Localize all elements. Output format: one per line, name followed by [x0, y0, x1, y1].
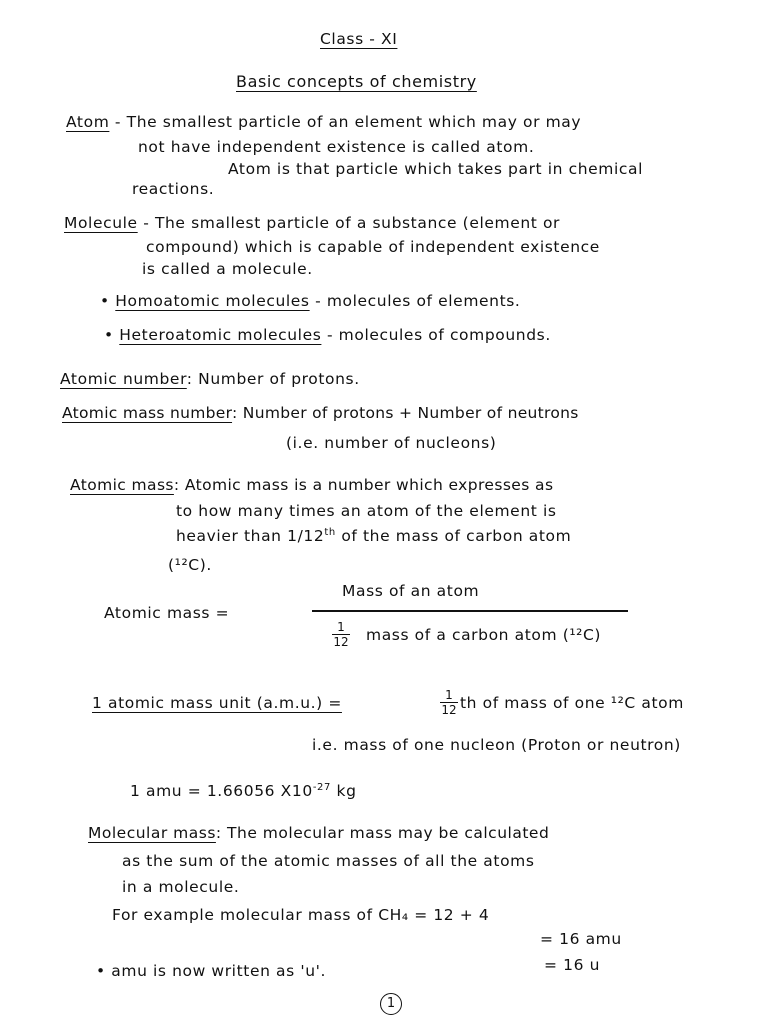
atomic-mass-line2: to how many times an atom of the element is: [176, 502, 557, 520]
heteroatomic-term: Heteroatomic molecules: [119, 326, 322, 344]
atomic-mass-line4: (¹²C).: [168, 556, 212, 574]
amu-note: • amu is now written as 'u'.: [96, 962, 327, 980]
molecule-definition-line3: is called a molecule.: [142, 260, 313, 278]
atomic-mass-term: Atomic mass: [70, 476, 174, 494]
amu-frac-den: 12: [441, 703, 457, 717]
molecular-mass-def: : The molecular mass may be calculated: [215, 824, 550, 842]
den-frac-den: 12: [333, 635, 349, 649]
atomic-number-def: : Number of protons.: [186, 370, 360, 388]
molecular-mass-step3: = 16 u: [544, 956, 600, 974]
atomic-mass-den-fraction: [332, 620, 350, 649]
atomic-mass-formula-lhs: Atomic mass =: [104, 604, 230, 622]
homoatomic-term: Homoatomic molecules: [115, 292, 310, 310]
molecular-mass-line1: [88, 824, 549, 842]
molecule-definition-line1: [64, 214, 560, 232]
homoatomic-line: • Homoatomic molecules - molecules of elements.: [100, 292, 521, 310]
atomic-mass-def: : Atomic mass is a number which expresses as: [173, 476, 554, 494]
molecular-mass-example: For example molecular mass of CH₄ = 12 + 4: [112, 906, 490, 924]
atomic-mass-formula-denominator: mass of a carbon atom (¹²C): [366, 626, 602, 644]
amu-definition-rhs: th of mass of one ¹²C atom: [460, 694, 684, 712]
class-title: Class - XI: [320, 30, 398, 48]
atom-definition-line4: reactions.: [132, 180, 215, 198]
atomic-mass-formula-numerator: Mass of an atom: [342, 582, 480, 600]
atomic-mass-number-note: (i.e. number of nucleons): [286, 434, 497, 452]
heteroatomic-line: • Heteroatomic molecules - molecules of compounds.: [104, 326, 551, 344]
den-frac-num: 1: [337, 620, 345, 634]
amu-value-line: [130, 782, 357, 800]
molecule-term: Molecule: [64, 214, 138, 232]
atomic-mass-line1: [70, 476, 553, 494]
atom-definition-line3: Atom is that particle which takes part in chemical: [228, 160, 644, 178]
atomic-mass-line3-sup: th: [324, 527, 336, 538]
atomic-mass-line3-b: of the mass of carbon atom: [335, 527, 572, 546]
molecule-definition-line2: compound) which is capable of independent existence: [146, 238, 600, 256]
heteroatomic-def: - molecules of compounds.: [326, 326, 551, 344]
homoatomic-def: - molecules of elements.: [315, 292, 521, 310]
atomic-mass-number-def: : Number of protons + Number of neutrons: [232, 404, 579, 422]
amu-fraction: [440, 688, 458, 717]
atom-term: Atom: [66, 113, 110, 131]
amu-value-b: kg: [330, 782, 357, 801]
chapter-title: Basic concepts of chemistry: [236, 72, 477, 91]
amu-frac-num: 1: [445, 688, 453, 702]
atomic-number-line: [60, 370, 360, 388]
atom-definition-line2: not have independent existence is called atom.: [138, 138, 535, 156]
molecular-mass-step2: = 16 amu: [540, 930, 622, 948]
atom-def-text: - The smallest particle of an element which may or may: [114, 113, 582, 131]
atomic-mass-line3: [176, 527, 571, 545]
amu-ie-line: i.e. mass of one nucleon (Proton or neutron): [312, 736, 681, 754]
molecular-mass-line2: as the sum of the atomic masses of all the atoms: [122, 852, 535, 870]
atomic-mass-number-term: Atomic mass number: [62, 404, 233, 422]
molecular-mass-term: Molecular mass: [88, 824, 216, 842]
page-number: 1: [380, 993, 402, 1015]
atomic-mass-line3-a: heavier than 1/12: [176, 527, 325, 546]
amu-value-exp: -27: [312, 782, 331, 793]
amu-definition-lhs: 1 atomic mass unit (a.m.u.) =: [92, 694, 342, 712]
molecule-def-text: - The smallest particle of a substance (element or: [143, 214, 561, 232]
atomic-mass-number-line: [62, 404, 579, 422]
atomic-mass-fraction-bar: [312, 610, 628, 612]
molecular-mass-line3: in a molecule.: [122, 878, 240, 896]
atomic-number-term: Atomic number: [60, 370, 187, 388]
amu-value-a: 1 amu = 1.66056 X10: [130, 782, 313, 801]
atom-definition-line1: [66, 113, 581, 131]
